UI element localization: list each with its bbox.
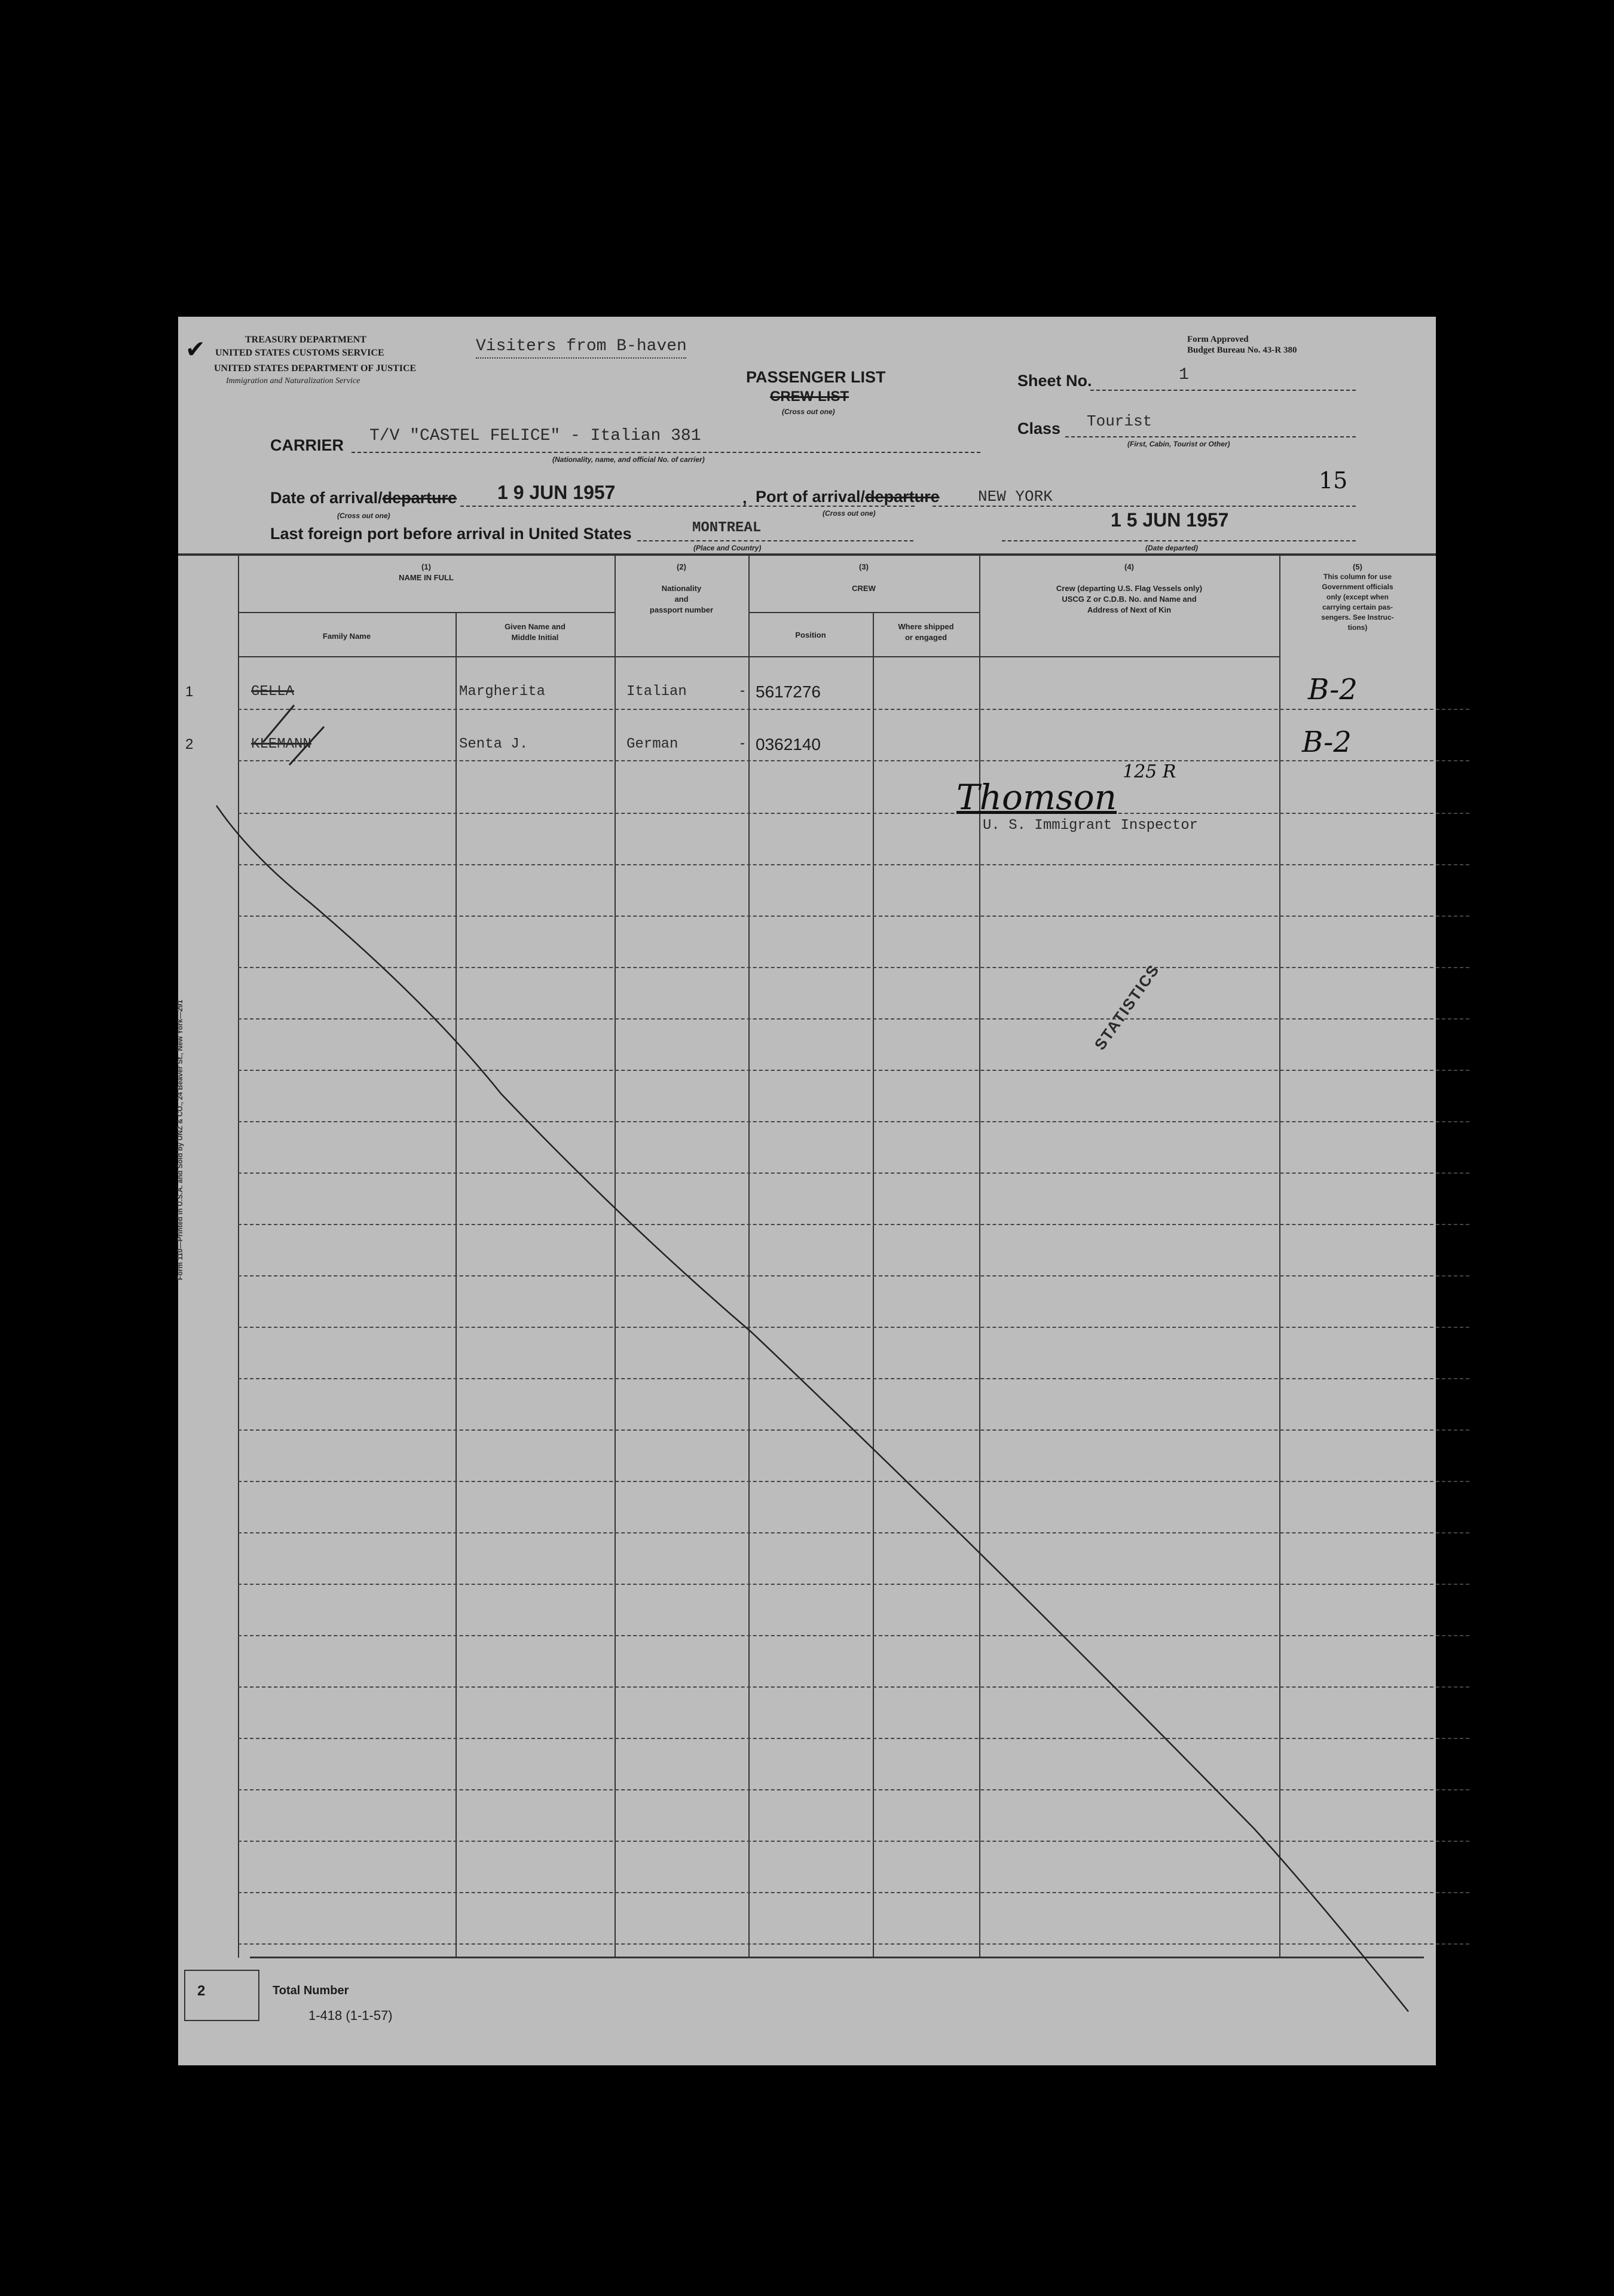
dept-line-4: Immigration and Naturalization Service <box>226 376 360 385</box>
passport-number: 0362140 <box>756 735 821 754</box>
inspector-title: U. S. Immigrant Inspector <box>983 818 1199 834</box>
check-mark-icon: ✔ <box>185 336 206 363</box>
col3b-line1: Where shipped <box>898 622 954 631</box>
arrival-date-label-text: Date of arrival/ <box>270 489 383 507</box>
sheet-value: 1 <box>1179 366 1189 384</box>
last-port-value: MONTREAL <box>692 520 762 536</box>
passenger-list-form <box>178 317 1436 2065</box>
col3b-line2: or engaged <box>904 633 947 642</box>
remark: B-2 <box>1308 673 1358 706</box>
list-alt-struck: CREW LIST <box>770 388 849 405</box>
form-number: 1-418 (1-1-57) <box>308 2008 393 2023</box>
col1a-header: Family Name <box>322 632 371 641</box>
col2-line2: and <box>674 595 689 604</box>
remark: B-2 <box>1302 725 1352 759</box>
carrier-note: (Nationality, name, and official No. of carrier) <box>552 455 705 464</box>
col3a-header: Position <box>795 630 826 639</box>
arrival-date-struck: departure <box>382 489 457 507</box>
col5-line2: Government officials <box>1322 583 1393 591</box>
printer-side-note: Form 110—Printed in U.S.A. and Sold by UNZ & CO., 24 Beaver St., New York—291 <box>176 999 184 1280</box>
col2-num: (2) <box>677 562 686 571</box>
inspector-signature: Thomson <box>956 777 1117 818</box>
departed-value: 1 5 JUN 1957 <box>1111 509 1229 531</box>
class-note: (First, Cabin, Tourist or Other) <box>1127 440 1230 448</box>
last-port-label: Last foreign port before arrival in United States <box>270 525 632 543</box>
inspector-initials: 125 R <box>1123 761 1176 782</box>
list-cross-note: (Cross out one) <box>782 408 835 416</box>
col4-line3: Address of Next of Kin <box>1087 605 1172 614</box>
given-name: Margherita <box>459 684 546 700</box>
col1-num: (1) <box>421 562 431 571</box>
dept-line-1: TREASURY DEPARTMENT <box>245 335 366 345</box>
dept-line-2: UNITED STATES CUSTOMS SERVICE <box>215 348 384 358</box>
dept-line-3: UNITED STATES DEPARTMENT OF JUSTICE <box>214 363 417 374</box>
budget-bureau: Budget Bureau No. 43-R 380 <box>1187 345 1297 355</box>
total-box <box>184 1970 259 2021</box>
given-name: Senta J. <box>459 736 528 752</box>
sheet-label: Sheet No. <box>1017 372 1092 390</box>
carrier-value: T/V "CASTEL FELICE" - Italian 381 <box>369 427 701 445</box>
passport-number: 5617276 <box>756 682 821 701</box>
form-approved: Form Approved <box>1187 335 1249 344</box>
class-value: Tourist <box>1087 412 1153 430</box>
arrival-date-value: 1 9 JUN 1957 <box>497 482 616 503</box>
port-struck: departure <box>865 488 940 506</box>
total-value: 2 <box>197 1983 206 1999</box>
col1-title: NAME IN FULL <box>399 573 454 582</box>
col5-line4: carrying certain pas- <box>1322 603 1393 611</box>
handwritten-number: 15 <box>1319 467 1348 494</box>
dash: - <box>740 735 745 751</box>
family-name: GELLA <box>251 684 295 700</box>
col5-line5: sengers. See Instruc- <box>1321 613 1394 622</box>
col5-line6: tions) <box>1347 623 1368 632</box>
col5-line1: This column for use <box>1323 573 1392 581</box>
col3-title: CREW <box>852 584 876 593</box>
col1b-line1: Given Name and <box>505 622 565 631</box>
row-number: 2 <box>185 736 194 752</box>
typed-note: Visiters from B-haven <box>476 337 687 356</box>
last-port-note: (Place and Country) <box>693 544 762 552</box>
statistics-stamp: STATISTICS <box>1090 960 1163 1054</box>
nationality: German <box>626 736 678 752</box>
col4-num: (4) <box>1124 562 1134 571</box>
row-number: 1 <box>185 684 194 700</box>
cancellation-line <box>178 317 1436 2065</box>
col2-line3: passport number <box>649 605 714 614</box>
col1b-line2: Middle Initial <box>511 633 559 642</box>
col2-line1: Nationality <box>661 584 702 593</box>
port-label-text: Port of arrival/ <box>756 488 866 506</box>
col4-line2: USCG Z or C.D.B. No. and Name and <box>1062 595 1197 604</box>
comma: , <box>742 489 747 507</box>
total-label: Total Number <box>273 1984 349 1997</box>
list-title: PASSENGER LIST <box>746 368 886 386</box>
class-label: Class <box>1017 420 1061 437</box>
carrier-label: CARRIER <box>270 436 344 454</box>
col3-num: (3) <box>859 562 869 571</box>
port-note: (Cross out one) <box>823 509 876 518</box>
arrival-date-note: (Cross out one) <box>337 512 390 520</box>
col4-line1: Crew (departing U.S. Flag Vessels only) <box>1056 584 1203 593</box>
col5-line3: only (except when <box>1326 593 1389 601</box>
nationality: Italian <box>626 684 687 700</box>
col5-num: (5) <box>1353 562 1362 571</box>
departed-note: (Date departed) <box>1145 544 1199 552</box>
family-name: KLEMANN <box>251 736 311 752</box>
dash: - <box>740 682 745 699</box>
port-value: NEW YORK <box>978 488 1053 506</box>
